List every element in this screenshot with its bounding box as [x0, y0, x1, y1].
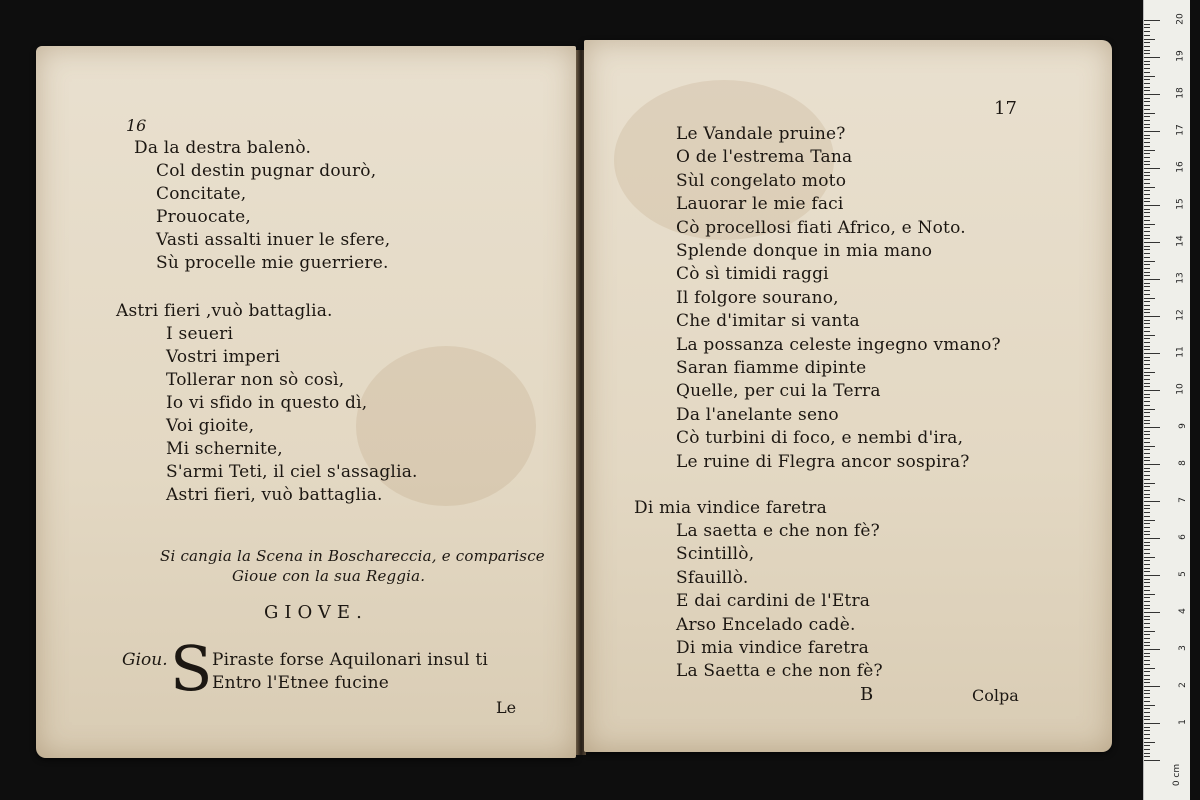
ruler-label: 18 [1175, 87, 1186, 99]
ruler-tick [1144, 220, 1150, 221]
ruler-tick [1144, 94, 1160, 95]
stage-direction-line-2: Gioue con la sua Reggia. [232, 567, 426, 585]
right-verse-line: Lauorar le mie faci [676, 194, 844, 215]
ruler-tick [1144, 409, 1155, 410]
ruler-tick [1144, 442, 1150, 443]
ruler-tick [1144, 131, 1160, 132]
left-verse-line: Vostri imperi [166, 347, 281, 367]
ruler-tick [1144, 730, 1150, 731]
ruler-tick [1144, 246, 1150, 247]
ruler-tick [1144, 605, 1150, 606]
ruler-tick [1144, 508, 1150, 509]
ruler-label: 15 [1175, 198, 1186, 210]
ruler-tick [1144, 405, 1150, 406]
ruler-tick [1144, 249, 1150, 250]
ruler-tick [1144, 716, 1150, 717]
speaker-name: Giou. [122, 650, 168, 670]
ruler-tick [1144, 301, 1150, 302]
ruler-tick [1144, 642, 1150, 643]
ruler-tick [1144, 164, 1150, 165]
ruler-tick [1144, 257, 1150, 258]
left-verse-line: S'armi Teti, il ciel s'assaglia. [166, 462, 418, 482]
ruler-tick [1144, 98, 1150, 99]
speech-line-2: Entro l'Etnee fucine [212, 673, 389, 693]
ruler-tick [1144, 545, 1150, 546]
ruler-tick [1144, 656, 1150, 657]
ruler-tick [1144, 742, 1155, 743]
ruler-tick [1144, 575, 1160, 576]
ruler-tick [1144, 327, 1150, 328]
ruler-tick [1144, 756, 1150, 757]
ruler-tick [1144, 76, 1155, 77]
ruler-tick [1144, 346, 1150, 347]
ruler-tick [1144, 434, 1150, 435]
ruler-tick [1144, 586, 1150, 587]
ruler-tick [1144, 242, 1160, 243]
ruler-tick [1144, 127, 1150, 128]
ruler-tick [1144, 286, 1150, 287]
ruler-tick [1144, 357, 1150, 358]
ruler-tick [1144, 653, 1150, 654]
ruler-tick [1144, 753, 1150, 754]
right-stanza-first-line: Di mia vindice faretra [634, 498, 827, 518]
ruler-tick [1144, 87, 1150, 88]
ruler-tick [1144, 416, 1150, 417]
right-verse-line: Di mia vindice faretra [676, 638, 869, 658]
ruler-tick [1144, 224, 1155, 225]
ruler-tick [1144, 708, 1150, 709]
ruler-tick [1144, 157, 1150, 158]
ruler-tick [1144, 594, 1155, 595]
left-verse-line: Vasti assalti inuer le sfere, [156, 230, 391, 250]
ruler-tick [1144, 460, 1150, 461]
ruler-tick [1144, 738, 1150, 739]
ruler-tick [1144, 309, 1150, 310]
ruler-tick [1144, 79, 1150, 80]
ruler-tick [1144, 727, 1150, 728]
left-verse-line: I seueri [166, 324, 234, 344]
ruler-tick [1144, 187, 1155, 188]
left-verse-line: Prouocate, [156, 207, 251, 227]
ruler-tick [1144, 235, 1150, 236]
ruler-tick [1144, 231, 1150, 232]
ruler-tick [1144, 35, 1150, 36]
ruler-tick [1144, 209, 1150, 210]
ruler-tick [1144, 138, 1150, 139]
ruler-tick [1144, 253, 1150, 254]
ruler-tick [1144, 275, 1150, 276]
ruler-tick [1144, 42, 1150, 43]
right-verse-line: Cò turbini di foco, e nembi d'ira, [676, 428, 964, 449]
ruler-tick [1144, 438, 1150, 439]
right-verse-line: Splende donque in mia mano [676, 241, 933, 261]
ruler-tick [1144, 20, 1160, 21]
ruler-tick [1144, 364, 1150, 365]
ruler-tick [1144, 597, 1150, 598]
ruler-tick [1144, 375, 1150, 376]
ruler-tick [1144, 501, 1160, 502]
ruler-tick [1144, 719, 1150, 720]
ruler-tick [1144, 360, 1150, 361]
ruler-tick [1144, 72, 1150, 73]
ruler-tick [1144, 464, 1160, 465]
page-number-right: 17 [994, 98, 1017, 119]
ruler-label: 13 [1175, 272, 1186, 284]
ruler-tick [1144, 179, 1150, 180]
right-verse-line: O de l'estrema Tana [676, 147, 853, 168]
ruler-tick [1144, 183, 1150, 184]
ruler-tick [1144, 27, 1150, 28]
ruler-label: 20 [1175, 13, 1186, 25]
left-verse-line: Io vi sfido in questo dì, [166, 393, 368, 413]
ruler-tick [1144, 712, 1150, 713]
ruler-tick [1144, 146, 1150, 147]
ruler-tick [1144, 39, 1155, 40]
ruler-label: 10 [1175, 383, 1186, 395]
ruler-tick [1144, 520, 1155, 521]
ruler-tick [1144, 109, 1150, 110]
signature-mark: B [860, 684, 874, 705]
ruler-tick [1144, 631, 1155, 632]
ruler-tick [1144, 534, 1150, 535]
ruler-tick [1144, 675, 1150, 676]
ruler-tick [1144, 264, 1150, 265]
ruler-label: 19 [1175, 50, 1186, 62]
ruler-tick [1144, 560, 1150, 561]
ruler-tick [1144, 627, 1150, 628]
ruler-tick [1144, 579, 1150, 580]
right-page [584, 40, 1112, 752]
ruler-label: 2 [1178, 682, 1189, 688]
ruler-tick [1144, 497, 1150, 498]
ruler-tick [1144, 468, 1150, 469]
ruler-tick [1144, 420, 1150, 421]
ruler-tick [1144, 634, 1150, 635]
ruler-tick [1144, 423, 1150, 424]
ruler-tick [1144, 279, 1160, 280]
ruler-tick [1144, 379, 1150, 380]
ruler-label: 9 [1178, 423, 1189, 429]
ruler-tick [1144, 61, 1150, 62]
ruler-tick [1144, 190, 1150, 191]
right-verse-line: Saran fiamme dipinte [676, 358, 867, 378]
left-verse-line: Astri fieri, vuò battaglia. [166, 485, 383, 505]
ruler-tick [1144, 649, 1160, 650]
ruler-tick [1144, 323, 1150, 324]
ruler-tick [1144, 338, 1150, 339]
ruler-label: 8 [1178, 460, 1189, 466]
right-verse-line: Quelle, per cui la Terra [676, 381, 881, 402]
ruler-label: 6 [1178, 534, 1189, 540]
ruler-tick [1144, 227, 1150, 228]
right-verse-line: La possanza celeste ingegno vmano? [676, 334, 1001, 355]
ruler-tick [1144, 335, 1155, 336]
left-page [36, 46, 576, 758]
left-verse-line: Sù procelle mie guerriere. [156, 253, 389, 273]
ruler-tick [1144, 564, 1150, 565]
left-verse-line: Col destin pugnar dourò, [156, 161, 377, 181]
ruler-tick [1144, 412, 1150, 413]
right-verse-line: Sùl congelato moto [676, 170, 847, 191]
ruler-tick [1144, 90, 1150, 91]
ruler-label: 11 [1175, 346, 1186, 358]
ruler-tick [1144, 723, 1160, 724]
ruler-tick [1144, 150, 1155, 151]
ruler-tick [1144, 316, 1160, 317]
ruler-tick [1144, 549, 1150, 550]
ruler-label: 3 [1178, 645, 1189, 651]
ruler-tick [1144, 172, 1150, 173]
ruler-tick [1144, 24, 1150, 25]
right-verse-line: Le ruine di Flegra ancor sospira? [676, 451, 970, 472]
ruler-tick [1144, 394, 1150, 395]
ruler-label: 12 [1175, 309, 1186, 321]
ruler-tick [1144, 527, 1150, 528]
ruler-tick [1144, 457, 1150, 458]
ruler-tick [1144, 553, 1150, 554]
ruler-tick [1144, 619, 1150, 620]
right-verse-line: La saetta e che non fè? [676, 521, 880, 541]
ruler-tick [1144, 216, 1150, 217]
ruler-tick [1144, 686, 1160, 687]
ruler-tick [1144, 623, 1150, 624]
ruler-tick [1144, 475, 1150, 476]
ruler-tick [1144, 682, 1150, 683]
right-verse-line: Arso Encelado cadè. [676, 614, 856, 635]
ruler-tick [1144, 660, 1150, 661]
ruler-tick [1144, 294, 1150, 295]
ruler-tick [1144, 701, 1150, 702]
stage-direction-line-1: Si cangia la Scena in Boschareccia, e comparisce [160, 547, 545, 565]
left-verse-line: Concitate, [156, 184, 247, 204]
ruler-tick [1144, 298, 1155, 299]
ruler-tick [1144, 531, 1150, 532]
ruler-tick [1144, 390, 1160, 391]
ruler-tick [1144, 290, 1150, 291]
measurement-ruler [1143, 0, 1190, 800]
ruler-tick [1144, 283, 1150, 284]
ruler-label: 4 [1178, 608, 1189, 614]
ruler-tick [1144, 542, 1150, 543]
ruler-tick [1144, 194, 1150, 195]
ruler-tick [1144, 690, 1150, 691]
drop-cap-letter: S [170, 632, 213, 705]
right-verse-line: La Saetta e che non fè? [676, 661, 883, 682]
ruler-tick [1144, 671, 1150, 672]
right-verse-line: Cò procellosi fiati Africo, e Noto. [676, 217, 966, 238]
page-number-left: 16 [126, 116, 147, 135]
ruler-tick [1144, 486, 1150, 487]
ruler-tick [1144, 590, 1150, 591]
ruler-tick [1144, 320, 1150, 321]
ruler-tick [1144, 46, 1150, 47]
right-verse-line: Il folgore sourano, [676, 287, 839, 308]
ruler-tick [1144, 397, 1150, 398]
ruler-tick [1144, 238, 1150, 239]
ruler-tick [1144, 505, 1150, 506]
ruler-tick [1144, 749, 1150, 750]
ruler-tick [1144, 50, 1150, 51]
ruler-tick [1144, 483, 1155, 484]
ruler-tick [1144, 201, 1150, 202]
ruler-tick [1144, 312, 1150, 313]
ruler-label: 14 [1175, 235, 1186, 247]
ruler-tick [1144, 386, 1150, 387]
ruler-tick [1144, 431, 1150, 432]
ruler-tick [1144, 68, 1150, 69]
left-verse-line: Tollerar non sò così, [166, 370, 345, 390]
ruler-tick [1144, 401, 1150, 402]
ruler-tick [1144, 372, 1155, 373]
speech-line-1: Piraste forse Aquilonari insul ti [212, 650, 489, 670]
ruler-tick [1144, 101, 1150, 102]
ruler-tick [1144, 745, 1150, 746]
ruler-tick [1144, 268, 1150, 269]
ruler-tick [1144, 153, 1150, 154]
ruler-label: 7 [1178, 497, 1189, 503]
ruler-tick [1144, 175, 1150, 176]
ruler-tick [1144, 53, 1150, 54]
ruler-label: 1 [1178, 719, 1189, 725]
ruler-tick [1144, 582, 1150, 583]
ruler-label: 5 [1178, 571, 1189, 577]
ruler-tick [1144, 471, 1150, 472]
ruler-tick [1144, 83, 1150, 84]
ruler-tick [1144, 161, 1150, 162]
ruler-tick [1144, 31, 1150, 32]
ruler-tick [1144, 116, 1150, 117]
right-verse-line: Scintillò, [676, 544, 755, 565]
ruler-tick [1144, 568, 1150, 569]
ruler-tick [1144, 608, 1150, 609]
ruler-tick [1144, 664, 1150, 665]
ruler-tick [1144, 446, 1155, 447]
ruler-tick [1144, 693, 1150, 694]
ruler-tick [1144, 368, 1150, 369]
left-stanza-2-first-line: Astri fieri ,vuò battaglia. [116, 301, 333, 321]
ruler-unit-label: 0 cm [1171, 763, 1182, 787]
ruler-tick [1144, 349, 1150, 350]
ruler-tick [1144, 305, 1150, 306]
ruler-tick [1144, 705, 1155, 706]
ruler-tick [1144, 645, 1150, 646]
ruler-tick [1144, 571, 1150, 572]
ruler-tick [1144, 105, 1150, 106]
left-verse-line: Voi gioite, [166, 416, 255, 436]
ruler-tick [1144, 212, 1150, 213]
ruler-tick [1144, 64, 1150, 65]
ruler-tick [1144, 135, 1150, 136]
ruler-tick [1144, 331, 1150, 332]
ruler-tick [1144, 342, 1150, 343]
right-verse-line: E dai cardini de l'Etra [676, 591, 871, 612]
ruler-tick [1144, 679, 1150, 680]
ruler-tick [1144, 198, 1150, 199]
ruler-tick [1144, 490, 1150, 491]
ruler-tick [1144, 453, 1150, 454]
ruler-tick [1144, 261, 1155, 262]
ruler-tick [1144, 494, 1150, 495]
ruler-tick [1144, 512, 1150, 513]
ruler-tick [1144, 538, 1160, 539]
left-verse-line: Da la destra balenò. [134, 138, 312, 158]
right-verse-line: Le Vandale pruine? [676, 124, 846, 144]
left-verse-line: Mi schernite, [166, 439, 283, 459]
right-verse-line: Sfauillò. [676, 567, 749, 588]
right-verse-line: Cò sì timidi raggi [676, 264, 829, 285]
ruler-tick [1144, 601, 1150, 602]
ruler-tick [1144, 557, 1155, 558]
ruler-tick [1144, 205, 1160, 206]
ruler-tick [1144, 168, 1160, 169]
ruler-tick [1144, 353, 1160, 354]
ruler-tick [1144, 760, 1160, 761]
section-heading: GIOVE. [264, 602, 368, 623]
ruler-tick [1144, 638, 1150, 639]
ruler-tick [1144, 113, 1155, 114]
ruler-tick [1144, 668, 1155, 669]
ruler-tick [1144, 142, 1150, 143]
ruler-tick [1144, 479, 1150, 480]
ruler-tick [1144, 697, 1150, 698]
ruler-tick [1144, 427, 1160, 428]
ruler-tick [1144, 616, 1150, 617]
right-verse-line: Che d'imitar si vanta [676, 311, 860, 332]
ruler-tick [1144, 120, 1150, 121]
ruler-tick [1144, 57, 1160, 58]
ruler-tick [1144, 516, 1150, 517]
ruler-tick [1144, 612, 1160, 613]
ruler-label: 16 [1175, 161, 1186, 173]
ruler-tick [1144, 449, 1150, 450]
open-book [30, 40, 1120, 770]
ruler-tick [1144, 734, 1150, 735]
ruler-label: 17 [1175, 124, 1186, 136]
catchword-left: Le [496, 698, 517, 717]
ruler-tick [1144, 272, 1150, 273]
right-verse-line: Da l'anelante seno [676, 404, 839, 425]
ruler-tick [1144, 523, 1150, 524]
catchword-right: Colpa [972, 686, 1019, 705]
ruler-tick [1144, 124, 1150, 125]
ruler-tick [1144, 383, 1150, 384]
